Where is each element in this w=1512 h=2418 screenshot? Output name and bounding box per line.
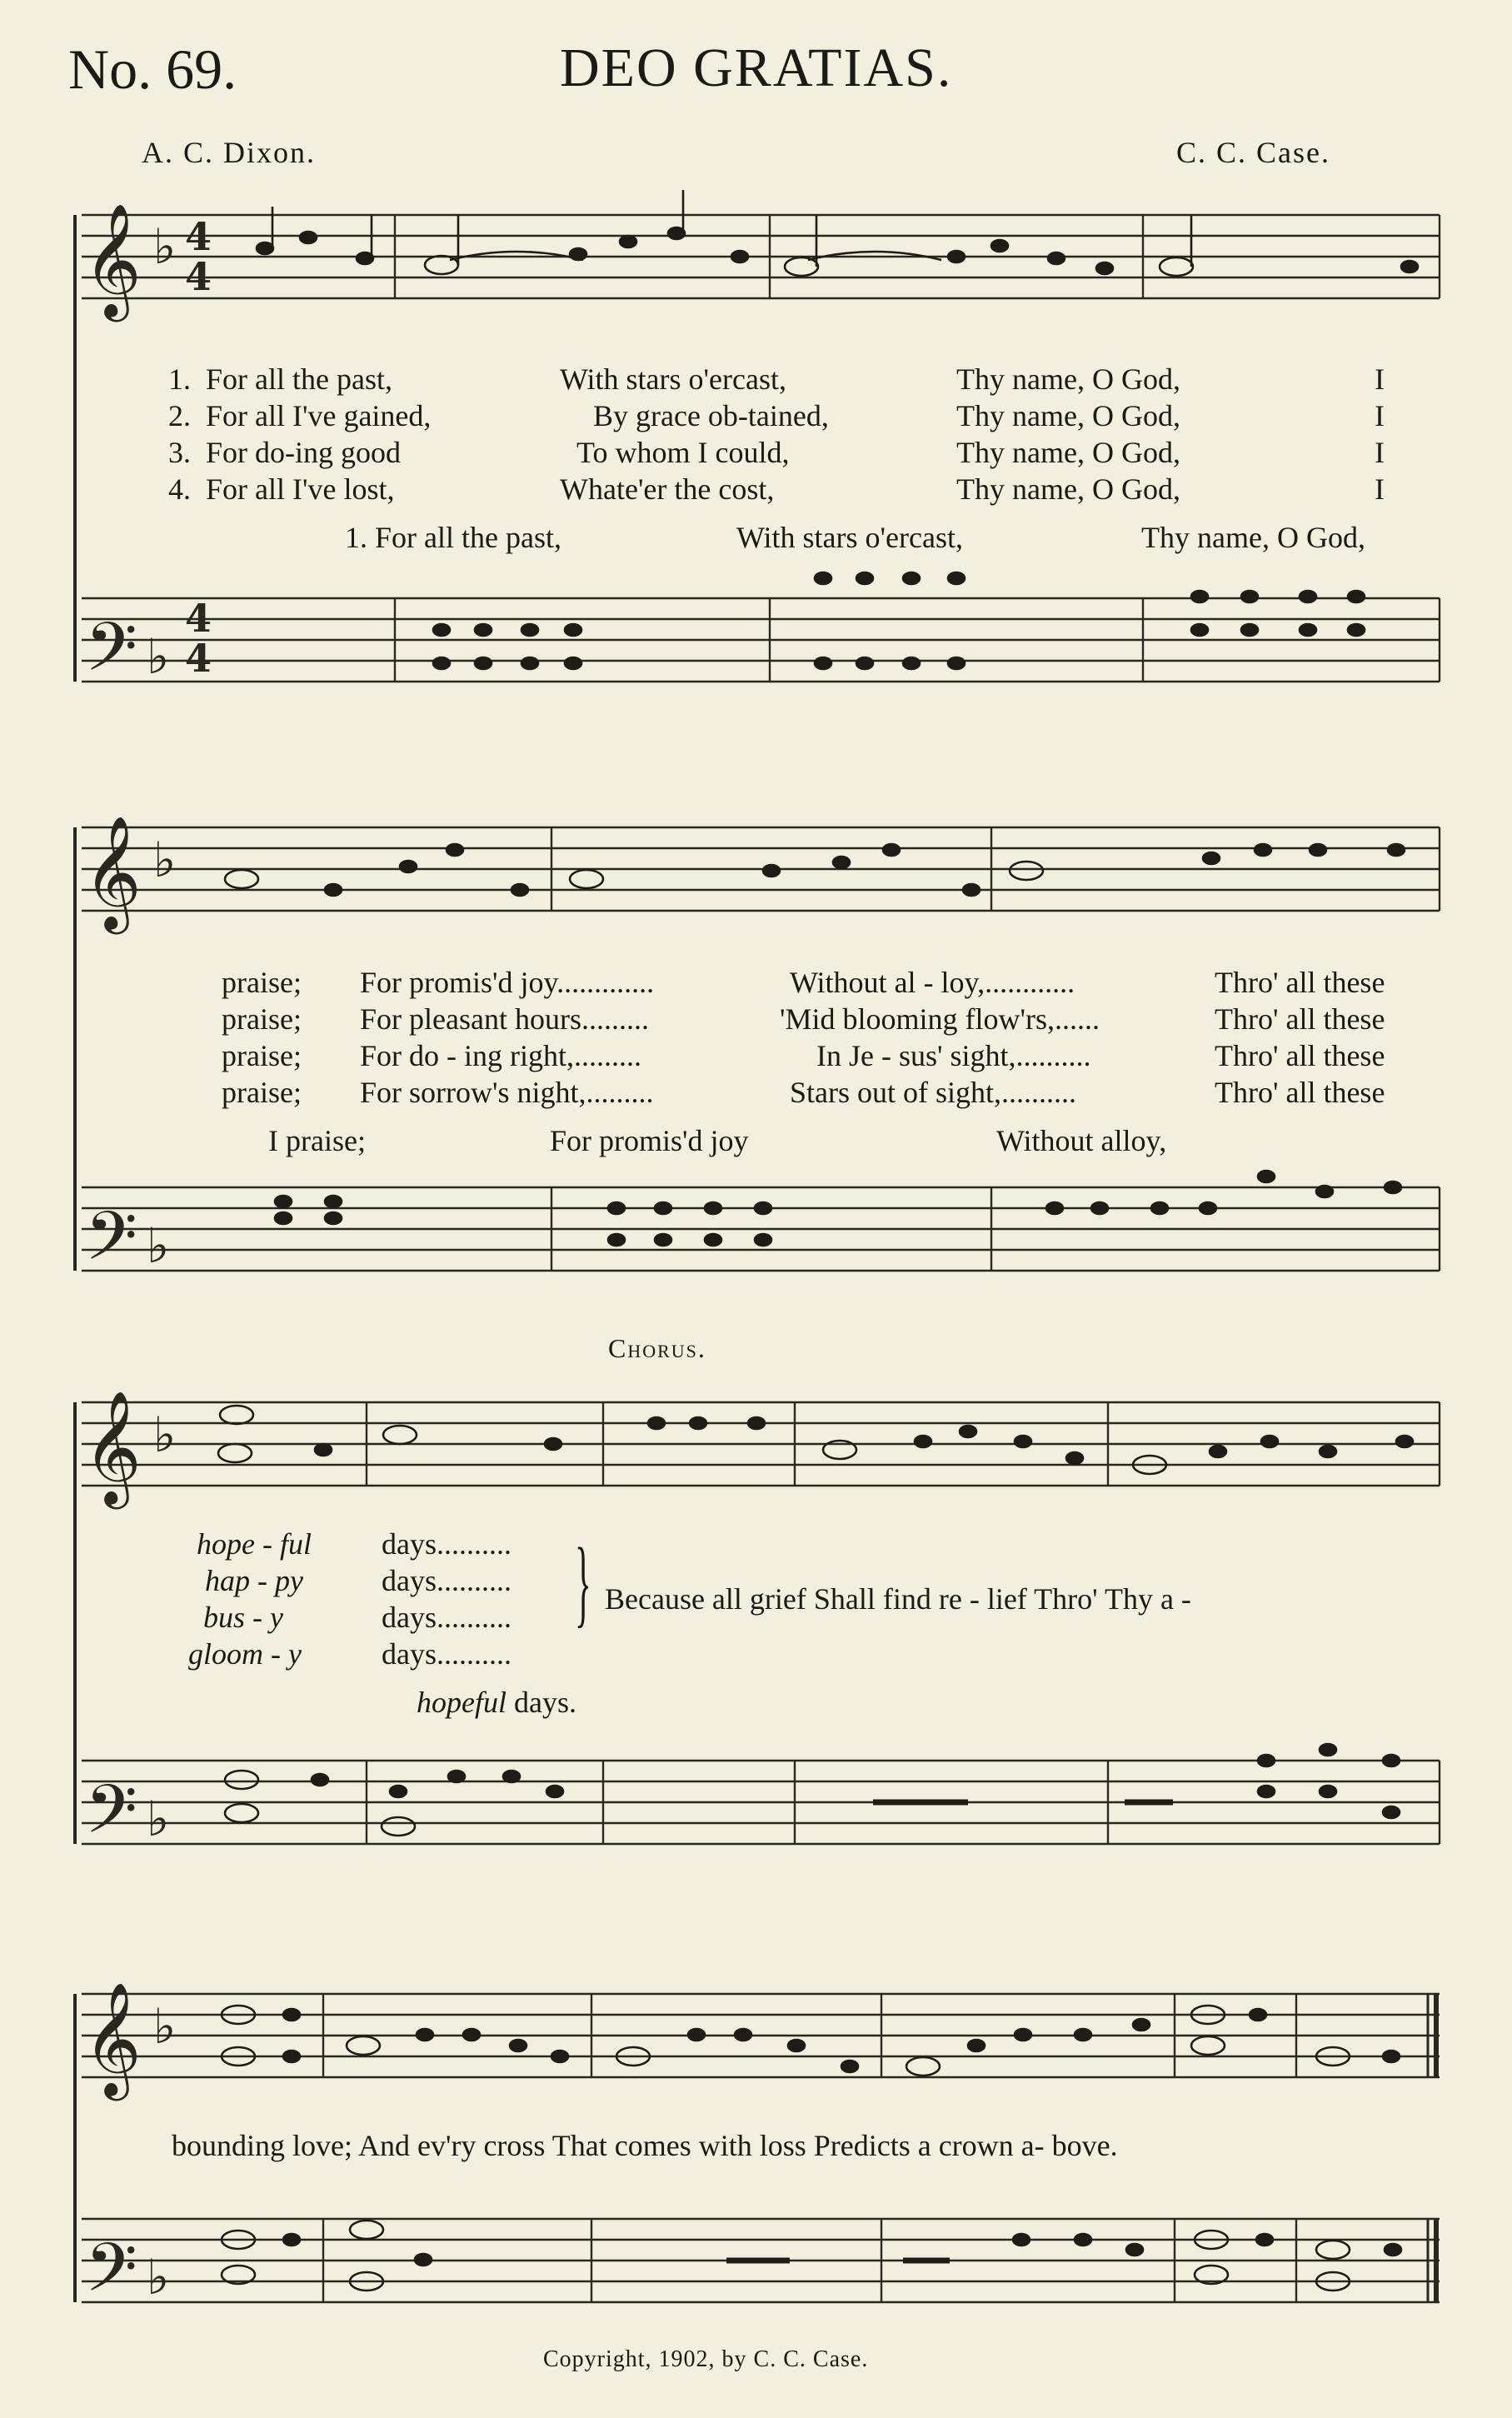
s2-verse-1-a: praise; — [222, 966, 302, 999]
s2-bass-lyric-c: Without alloy, — [996, 1124, 1167, 1157]
s2-verse-1-c: Without al - loy,............ — [790, 966, 1075, 999]
svg-text:♭: ♭ — [153, 1406, 177, 1463]
verse-3-d: I — [1375, 436, 1385, 469]
svg-text:♭: ♭ — [153, 218, 177, 275]
verse-3-b: To whom I could, — [576, 436, 790, 469]
s4-lyric: bounding love; And ev'ry cross That comes with loss Predicts a crown a- bove. — [172, 2129, 1118, 2162]
svg-text:♭: ♭ — [147, 628, 170, 685]
verse-line-1: 1. For all the past, — [168, 362, 392, 396]
verse-1-d: I — [1375, 362, 1385, 396]
system4-treble-staff — [82, 1994, 1440, 2077]
svg-text:♭: ♭ — [153, 832, 177, 888]
system1-bass-notes — [433, 572, 1365, 669]
system1-notes — [257, 190, 1418, 276]
verse-4-c: Thy name, O God, — [956, 472, 1180, 506]
s2-verse-3-c: In Je - sus' sight,.......... — [816, 1039, 1091, 1072]
bass-lyric-a: 1. For all the past, — [345, 521, 561, 554]
s2-verse-3-a: praise; — [222, 1039, 302, 1072]
verse-2-c: Thy name, O God, — [956, 399, 1180, 432]
svg-text:𝄞: 𝄞 — [83, 814, 142, 929]
svg-text:𝄢: 𝄢 — [85, 1771, 138, 1866]
s2-bass-lyric-b: For promis'd joy — [550, 1124, 749, 1157]
s2-verse-1-b: For promis'd joy............. — [360, 966, 655, 999]
svg-text:♭: ♭ — [153, 1998, 177, 2055]
svg-text:♭: ♭ — [147, 2249, 170, 2306]
svg-text:𝄞: 𝄞 — [83, 1389, 142, 1504]
svg-text:𝄢: 𝄢 — [85, 2229, 138, 2324]
verse-line-2: 2. For all I've gained, — [168, 399, 432, 432]
chorus-lyric: Because all grief Shall find re - lief Thro' Thy a - — [605, 1582, 1191, 1616]
verse-4-d: I — [1375, 472, 1385, 506]
s2-verse-4-c: Stars out of sight,.......... — [790, 1076, 1077, 1109]
bass-lyric-b: With stars o'ercast, — [736, 521, 963, 554]
system3-treble-staff — [82, 1402, 1440, 1486]
svg-text:4: 4 — [185, 596, 212, 641]
s2-verse-1-d: Thro' all these — [1215, 966, 1385, 999]
s3-verse-4-b: days.......... — [382, 1637, 511, 1671]
s3-verse-2-a: hap - py — [205, 1564, 303, 1597]
verse-4-b: Whate'er the cost, — [560, 472, 775, 506]
bass-clef-icon: 𝄢 — [85, 608, 138, 703]
s3-verse-4-a: gloom - y — [188, 1637, 302, 1671]
s2-verse-4-d: Thro' all these — [1215, 1076, 1385, 1109]
verse-1-b: With stars o'ercast, — [560, 362, 786, 396]
verse-line-4: 4. For all I've lost, — [168, 472, 395, 506]
svg-text:𝄞: 𝄞 — [83, 1981, 142, 2096]
s2-verse-2-d: Thro' all these — [1215, 1002, 1385, 1036]
svg-text:𝄢: 𝄢 — [85, 1197, 138, 1292]
s3-bass-lyric: hopeful days. — [417, 1686, 576, 1719]
svg-text:♭: ♭ — [147, 1217, 170, 1274]
copyright-notice: Copyright, 1902, by C. C. Case. — [543, 2346, 869, 2372]
system1-treble-staff — [82, 215, 1440, 298]
s2-verse-2-a: praise; — [222, 1002, 302, 1036]
treble-clef-icon: 𝄞 — [83, 202, 142, 317]
s3-verse-3-b: days.......... — [382, 1601, 511, 1634]
system2-treble-staff — [82, 827, 1440, 911]
hymn-title: DEO GRATIAS. — [560, 37, 953, 98]
s2-bass-lyric-a: I praise; — [268, 1124, 366, 1157]
s2-verse-4-a: praise; — [222, 1076, 302, 1109]
verse-brace-icon: } — [575, 1527, 591, 1636]
s2-verse-4-b: For sorrow's night,......... — [360, 1076, 654, 1109]
chorus-label: Chorus. — [608, 1333, 706, 1363]
system1-bass-staff — [82, 598, 1440, 682]
hymn-number: No. 69. — [68, 37, 237, 101]
s2-verse-3-b: For do - ing right,......... — [360, 1039, 641, 1072]
verse-line-3: 3. For do-ing good — [168, 436, 401, 469]
bass-lyric-c: Thy name, O God, — [1141, 521, 1365, 554]
s3-verse-1-b: days.......... — [382, 1527, 511, 1561]
s3-verse-3-a: bus - y — [203, 1601, 283, 1634]
verse-1-c: Thy name, O God, — [956, 362, 1180, 396]
verse-2-b: By grace ob-tained, — [593, 399, 829, 432]
lyricist-credit: A. C. Dixon. — [142, 136, 317, 169]
s2-verse-2-b: For pleasant hours......... — [360, 1002, 649, 1036]
s2-verse-2-c: 'Mid blooming flow'rs,...... — [780, 1002, 1100, 1036]
s3-verse-1-a: hope - ful — [197, 1527, 312, 1561]
verse-3-c: Thy name, O God, — [956, 436, 1180, 469]
composer-credit: C. C. Case. — [1176, 136, 1331, 169]
system3-bass-staff — [82, 1761, 1440, 1844]
svg-text:4: 4 — [185, 254, 212, 299]
svg-text:♭: ♭ — [147, 1791, 170, 1847]
verse-2-d: I — [1375, 399, 1385, 432]
s3-verse-2-b: days.......... — [382, 1564, 511, 1597]
s2-verse-3-d: Thro' all these — [1215, 1039, 1385, 1072]
svg-text:4: 4 — [185, 214, 212, 259]
svg-text:4: 4 — [185, 636, 212, 681]
